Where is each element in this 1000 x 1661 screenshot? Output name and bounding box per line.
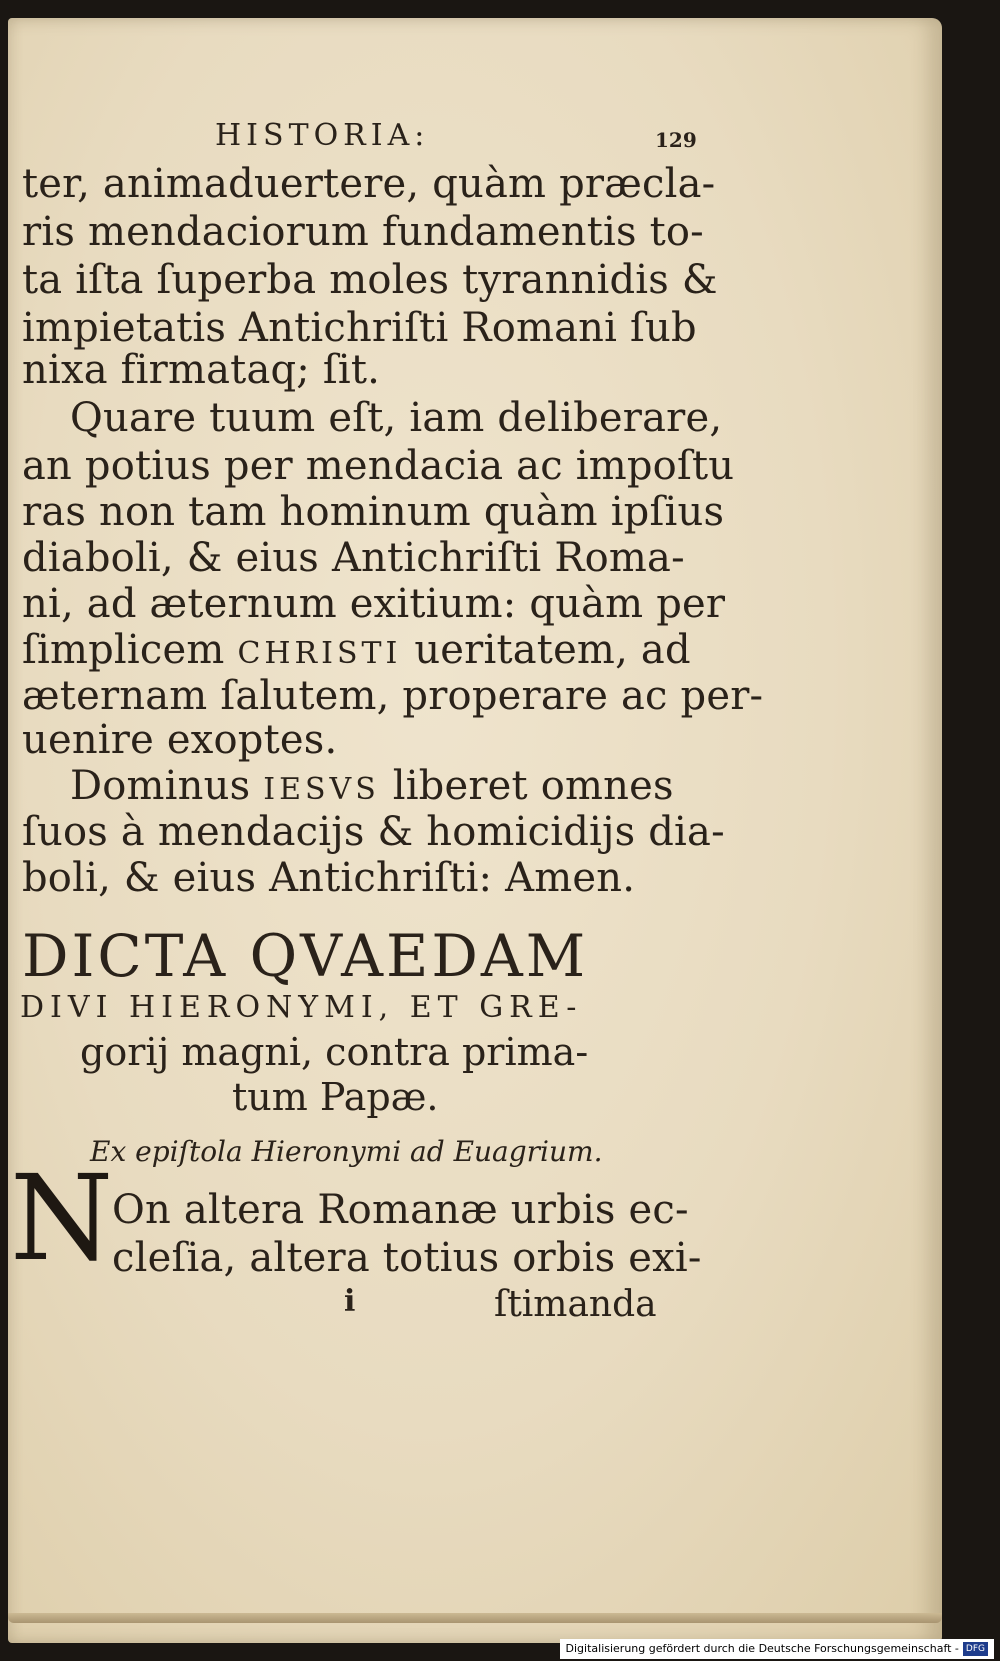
- page-number: 129: [655, 128, 697, 152]
- text-line: diaboli, & eius Antichriſti Roma-: [22, 535, 685, 581]
- dfg-logo: DFG: [963, 1642, 988, 1656]
- text-segment: Dominus: [70, 763, 264, 809]
- text-line: Quare tuum eſt, iam deliberare,: [70, 395, 723, 441]
- text-line: an potius per mendacia ac impoſtu: [22, 443, 735, 489]
- text-segment: ſimplicem: [22, 627, 238, 673]
- text-line: ris mendaciorum fundamentis to-: [22, 209, 704, 255]
- text-line: ni, ad æternum exitium: quàm per: [22, 581, 726, 627]
- smallcaps-iesus: IESVS: [263, 772, 380, 807]
- running-head: HISTORIA:: [215, 118, 430, 153]
- text-line: uenire exoptes.: [22, 717, 338, 763]
- smallcaps-christi: CHRISTI: [237, 636, 402, 671]
- text-line: æternam ſalutem, properare ac per-: [22, 673, 764, 719]
- text-line: ter, animaduertere, quàm præcla-: [22, 161, 716, 207]
- text-line: boli, & eius Antichriſti: Amen.: [22, 855, 636, 901]
- signature-mark: i: [344, 1284, 356, 1319]
- catchword: ſtimanda: [494, 1284, 657, 1325]
- footer-text: Digitalisierung gefördert durch die Deutsche Forschungsgemeinschaft -: [565, 1642, 959, 1655]
- text-line: ſuos à mendacijs & homicidijs dia-: [22, 809, 725, 855]
- text-segment: liberet omnes: [379, 763, 674, 809]
- footer-credit: [560, 1639, 994, 1659]
- text-line: ta iſta ſuperba moles tyrannidis &: [22, 257, 718, 303]
- drop-cap: N: [10, 1149, 114, 1287]
- text-line: On altera Romanæ urbis ec-: [112, 1187, 689, 1233]
- section-heading: DICTA QVAEDAM: [22, 922, 589, 990]
- text-line-christi: [22, 626, 702, 678]
- text-line: cleſia, altera totius orbis exi-: [112, 1235, 702, 1281]
- text-line-iesus: [70, 762, 750, 814]
- text-line: nixa firmataq; ſit.: [22, 347, 381, 393]
- subheading: gorij magni, contra prima-: [80, 1030, 589, 1074]
- text-segment: ueritatem, ad: [401, 627, 691, 673]
- text-line: impietatis Antichriſti Romani ſub: [22, 305, 697, 351]
- subheading: DIVI HIERONYMI, ET GRE-: [20, 990, 583, 1025]
- page-edge: [8, 1613, 942, 1623]
- text-line: ras non tam hominum quàm ipſius: [22, 489, 725, 535]
- source-title: Ex epiſtola Hieronymi ad Euagrium.: [90, 1135, 603, 1168]
- subheading: tum Papæ.: [232, 1075, 439, 1119]
